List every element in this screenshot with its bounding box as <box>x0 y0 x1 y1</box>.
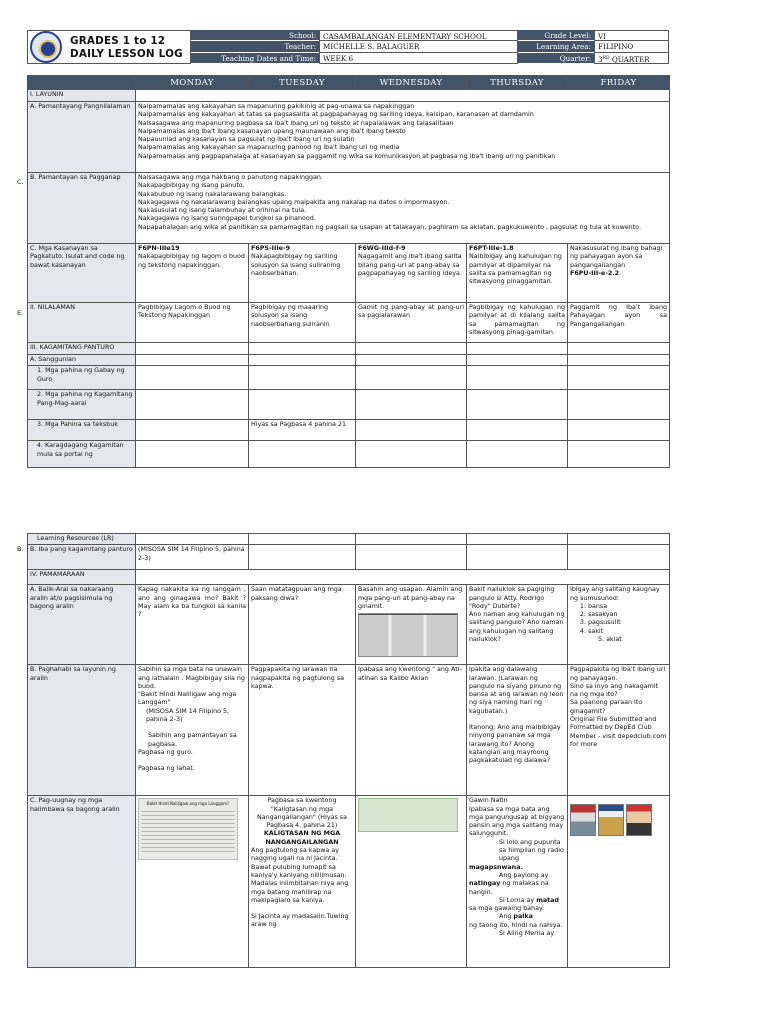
empty-cell <box>136 366 249 390</box>
paghahabi-wednesday: Ipabasa ang kwentong " ang Ati-atihan sa Kalibo Aklan <box>356 665 467 796</box>
pamantayang-label: A. Pamantayang Pangnilalaman <box>28 102 136 173</box>
comic-dialogue-image <box>358 613 458 657</box>
sentence: Ang <box>499 913 512 921</box>
title-line-1: GRADES 1 to 12 <box>70 35 166 47</box>
portal-label: 4. Karagdagang Kagamitan mula sa portal ng <box>28 441 136 468</box>
day-header-monday: MONDAY <box>136 76 249 90</box>
empty-cell <box>356 420 467 441</box>
day-header-tuesday: TUESDAY <box>249 76 356 90</box>
kasanayan-thursday <box>467 244 568 303</box>
empty-cell <box>136 355 249 366</box>
sentence: ng taong ito, hindi na nahiya. <box>469 921 563 929</box>
sentence: ng malakas na hangin. <box>469 880 549 896</box>
empty-cell <box>356 534 467 545</box>
pagganap-line: Nakapagbibigay ng isang panuto. <box>138 182 245 190</box>
paghahabi-text: Pagbasa ng lahat. <box>138 765 195 773</box>
newspaper-image <box>570 804 596 836</box>
story-text: Ang pagtulong sa kapwa ay nagging ugali na ni Jacinta. Bawat pulubing lumapit sa kaniya'y kaniyang nililimusan. Madalas iniimbitahan niya ang mga batang mahilirap na makipaglaro sa kaniya. <box>251 847 349 904</box>
empty-cell <box>568 441 670 468</box>
school-info <box>191 30 518 64</box>
competency-text: Nagagamit ang iba't ibang salita bilang pang-uri at pang-abay sa pagpapahayag ng sariling ideya. <box>358 253 462 277</box>
lesson-log-header <box>27 30 669 64</box>
empty-cell <box>467 343 568 355</box>
pagganap-line: Nakagagawa ng nakalarawang balangkas upang maipakita ang nakalap na datos o impormasyon. <box>138 198 450 206</box>
kagamitan-label: III. KAGAMITANG PANTURO <box>28 343 136 355</box>
empty-cell <box>136 441 249 468</box>
kasanayan-wednesday <box>356 244 467 303</box>
competency-code: F6PT-IIIe-1.8 <box>469 245 514 252</box>
paghahabi-text: "Bakit Hindi Naliligaw ang mga Langgam" <box>138 691 237 707</box>
title-box <box>27 30 191 64</box>
paguugnay-text: "Kaligtasan ng mga Nangangailangan" (Hiyas sa Pagbasa 4, pahina 21) <box>257 805 347 830</box>
pamamaraan-label: IV. PAMAMARAAN <box>28 570 136 585</box>
pamantayang-line: Naipamamalas ang kakayahan sa mapanuring panood ng iba't ibang uri ng media <box>138 144 400 152</box>
balik-monday: Kapag nakakita ka ng langgam , ano ang ginagawa mo? Bakit ? May alam ka ba tungkol sa kanila ? <box>136 585 249 665</box>
competency-text: Nakapagbibigay ng lagom o buod ng tekstong napakinggan. <box>138 253 245 269</box>
area-label: Learning Area: <box>518 41 594 52</box>
paghahabi-text: Sabihin ang pamantayan sa pagbasa. <box>148 732 237 748</box>
pamantayang-line: Naipamamalas ang kakayahan sa mapanuring pakikinig at pag-unawa sa napakinggan <box>138 103 415 110</box>
empty-cell <box>467 420 568 441</box>
gabay-label: 1. Mga pahina ng Gabay ng Guro <box>28 366 136 390</box>
pagganap-content <box>136 173 670 244</box>
empty-cell <box>467 366 568 390</box>
paghahabi-text: (MISOSA SIM 14 Filipino 5, pahina 2-3) <box>146 707 230 724</box>
underlined-word: palka <box>513 913 533 921</box>
empty-cell <box>249 390 356 420</box>
empty-cell <box>568 343 670 355</box>
empty-cell <box>568 366 670 390</box>
story-title: KALIGTASAN NG MGA NANGANGAILANGAN <box>263 830 341 846</box>
empty-cell <box>568 545 670 570</box>
nilalaman-label: II. NILALAMAN <box>28 303 136 343</box>
depedclub-note: Original File Submitted and Formatted by DepEd Club Member - visit depedclub.com for more <box>570 716 667 748</box>
empty-cell <box>467 534 568 545</box>
sentence: sa mga gawaing bahay. <box>469 905 544 913</box>
pamamaraan-row <box>136 570 670 585</box>
paghahabi-text: Pagbasa ng guro. <box>138 748 193 756</box>
layunin-label: I. LAYUNIN <box>28 90 136 102</box>
teacher-label: Teacher: <box>191 41 319 52</box>
competency-text: Naibibigay ang kahulugan ng pamilyar at dipamilyar na salita sa pamamagitan ng sitwasyong pinaggamitan. <box>469 253 562 286</box>
balik-wednesday-text: Basahin ang usapan. Alamin ang mga pang-uri at pang-abay na ginamit. <box>358 586 463 610</box>
quarter-value <box>594 53 669 64</box>
competency-text: Nakapagbibigay ng sariling solusyon sa isang suliraning naobserbahan. <box>251 253 341 277</box>
story-text: Si Jacinta ay madasalin.Tuwing araw ng <box>251 913 349 929</box>
list-item: 2. sasakyan <box>588 611 667 619</box>
pamantayang-line: Naipamamalas ang pagpapahalaga at kasanayan sa paggamit ng wika sa komunikasyon at pagbasa ng iba't ibang uri ng panitikan <box>138 152 556 160</box>
teksbuk-tuesday: Hiyas sa Pagbasa 4 pahina 21 <box>249 420 356 441</box>
deped-seal-icon <box>30 31 62 63</box>
empty-cell <box>136 420 249 441</box>
sentence: Si lolo ang pupunta sa himpilan ng radio upang <box>499 838 564 863</box>
iba-label: B. Iba pang kagamitang panturo <box>28 545 136 570</box>
balik-wednesday <box>356 585 467 665</box>
kasanayan-friday <box>568 244 670 303</box>
paguugnay-tuesday <box>249 796 356 968</box>
sentence: Si Aling Merna ay <box>499 930 555 938</box>
teacher-value: MICHELLE S. BALAGUER <box>319 41 518 52</box>
competency-text: Nakasusulat ng ibang bahagi ng pahayagan ayon sa pangangailangan <box>570 245 663 269</box>
balik-friday-intro: Ibigay ang salitang kaugnay ng sumusunod: <box>570 586 660 602</box>
nilalaman-monday: Pagbibigay Lagom o Buod ng Tekstong Napakinggan <box>136 303 249 343</box>
newspaper-image <box>598 804 624 836</box>
underlined-word: matad <box>536 896 559 904</box>
day-header-thursday: THURSDAY <box>467 76 568 90</box>
underlined-word: magapsnwana. <box>469 863 523 871</box>
ati-atihan-article-image <box>358 798 458 832</box>
sentence: Ang payiong ay <box>499 871 549 879</box>
paguugnay-text: Ipabasa sa mga bata ang mga pangungusap at bigyang pansin ang mga salitang may salungguhit. <box>469 805 565 838</box>
paguugnay-label: C. Pag-uugnay ng mga halimbawa sa bagong aralin <box>28 796 136 968</box>
paghahabi-text: Itanong: Ano ang maibibigay ninyong pananaw sa mga larawang ito? Anong katangian ang mayroong pagkakatulad ng dalawa? <box>469 724 561 765</box>
story-page-text-lines <box>141 808 235 852</box>
empty-cell <box>249 545 356 570</box>
paghahabi-label: B. Paghahabi sa layunin ng aralin <box>28 665 136 796</box>
title-line-2: DAILY LESSON LOG <box>70 48 183 60</box>
lesson-table-2 <box>27 533 670 968</box>
empty-cell <box>568 355 670 366</box>
story-page-image <box>138 798 238 860</box>
empty-cell <box>467 441 568 468</box>
paguugnay-text: Pagbasa sa kwentong <box>267 797 337 805</box>
empty-cell <box>249 355 356 366</box>
dates-label: Teaching Dates and Time: <box>191 53 319 64</box>
pamantayang-line: Naipamamalas ang iba't ibang kasanayan upang maunawaan ang iba't ibang teksto <box>138 127 406 135</box>
pagganap-label: B. Pamantayan sa Pagganap <box>28 173 136 244</box>
paguugnay-monday <box>136 796 249 968</box>
empty-cell <box>136 534 249 545</box>
nilalaman-thursday: Pagbibigay ng kahulugan ng pamilyar at di kilalang salita sa pamamagitan ng sitwasyong pinag-gamitan. <box>467 303 568 343</box>
sanggunian-label: A. Sanggunian <box>28 355 136 366</box>
competency-code: F6PU-III-e-2.2 <box>570 269 620 277</box>
paghahabi-friday <box>568 665 670 796</box>
lr-label: Learning Resources (LR) <box>28 534 136 545</box>
layunin-row <box>136 90 670 102</box>
kasanayan-monday <box>136 244 249 303</box>
pamantayang-line: Naisasagawa ang mapanuring pagbasa sa iba't ibang uri ng teksto at napalalawak ang talasalitaan <box>138 119 454 127</box>
empty-cell <box>356 390 467 420</box>
school-label: School: <box>191 30 319 41</box>
empty-cell <box>356 355 467 366</box>
list-item: 3. pagsusulit <box>588 619 667 627</box>
pagganap-line: Nakabubuo ng isang nakalarawang balangkas. <box>138 190 287 198</box>
balik-friday <box>568 585 670 665</box>
kasanayan-tuesday <box>249 244 356 303</box>
kagamitang-label: 2. Mga pahina ng Kagamitang Pang-Mag-aaral <box>28 390 136 420</box>
paghahabi-text: Ipakita ang dalawang larawan. (Larawan ng pangulo na siyang pinuno ng bansa at ang larawan ng leon ng siya naming hari ng kagubatan.) <box>469 666 564 715</box>
day-header-friday: FRIDAY <box>568 76 670 90</box>
empty-cell <box>356 545 467 570</box>
paghahabi-text: Sabihin sa mga bata na unawain ang lathalain . Magbibigay sila ng buod. <box>138 666 245 690</box>
pagganap-line: Napapahalagan ang wika at panitikan sa pamamagitan ng pagsali sa usapan at talakayan, paghiram sa aklatan, pagkukuwento , pagsulat ng tula at kuwento. <box>138 223 641 231</box>
pamantayang-content <box>136 102 670 173</box>
list-item: 5. aklat <box>598 636 622 644</box>
empty-cell <box>249 534 356 545</box>
margin-letter-e: E. <box>17 309 24 317</box>
story-page-title: Bakit Hindi Naliligaw ang mga Langgam? <box>146 801 230 807</box>
paguugnay-thursday <box>467 796 568 968</box>
paguugnay-friday <box>568 796 670 968</box>
quarter-label: Quarter: <box>518 53 594 64</box>
lesson-table-1 <box>27 75 670 468</box>
school-value: CASAMBALANGAN ELEMENTARY SCHOOL <box>319 30 518 41</box>
empty-cell <box>356 366 467 390</box>
empty-cell <box>467 545 568 570</box>
paguugnay-text: Gawin Natin <box>469 797 508 805</box>
quarter-number: 3 <box>598 54 603 64</box>
empty-cell <box>249 343 356 355</box>
empty-cell <box>467 355 568 366</box>
list-item: 1. bansa <box>588 603 667 611</box>
empty-cell <box>249 366 356 390</box>
paghahabi-thursday <box>467 665 568 796</box>
nilalaman-tuesday: Pagbibigay ng maaaring solusyon sa isang naobserbahang suliranin <box>249 303 356 343</box>
newspaper-images <box>570 804 667 839</box>
grade-label: Grade Level: <box>518 30 594 41</box>
underlined-word: natingay <box>469 880 501 888</box>
balik-tuesday: Saan matatagpuan ang mga paksang diwa? <box>249 585 356 665</box>
balik-label: A. Balik-Aral sa nakaraang aralin at/o pagsisimula ng bagong aralin <box>28 585 136 665</box>
paghahabi-monday <box>136 665 249 796</box>
empty-cell <box>568 534 670 545</box>
margin-letter-b: B. <box>17 545 24 553</box>
empty-cell <box>568 420 670 441</box>
empty-cell <box>467 390 568 420</box>
pamantayang-line: Napauunlad ang kasanayan sa pagsulat ng iba't ibang uri ng sulatin <box>138 136 355 144</box>
list-item: 4. sakit <box>588 628 667 636</box>
paghahabi-text: Sa paanong paraan ito ginagamit? <box>570 699 643 715</box>
day-header-wednesday: WEDNESDAY <box>356 76 467 90</box>
kasanayan-label: C. Mga Kasanayan sa Pagkatuto. Isulat and code ng bawat kasanayan <box>28 244 136 303</box>
competency-code: F6WG-IIId-f-9 <box>358 245 406 252</box>
paghahabi-text: Pagpapakita ng iba't ibang uri ng pahayagan. <box>570 666 666 682</box>
competency-code: F6PN-IIIe19 <box>138 245 180 252</box>
empty-cell <box>356 343 467 355</box>
area-value: FILIPINO <box>594 41 669 52</box>
teksbuk-label: 3. Mga Pahina sa teksbuk <box>28 420 136 441</box>
competency-code: F6PS-IIIe-9 <box>251 245 291 252</box>
pagganap-line: Nakasusulat ng isang talambuhay at orihinal na tula. <box>138 207 307 215</box>
corner-cell <box>28 76 136 90</box>
pagganap-line: Nakagagawa ng isang suringpapel tungkol sa pinanood. <box>138 215 316 223</box>
paghahabi-tuesday: Pagpapakita ng larawan na nagpapakita ng pagtulong sa kapwa. <box>249 665 356 796</box>
empty-cell <box>249 441 356 468</box>
iba-monday: (MISOSA SIM 14 Filipino 5, pahina 2-3) <box>136 545 249 570</box>
grade-info <box>518 30 669 64</box>
empty-cell <box>136 343 249 355</box>
pagganap-line: Naisasagawa ang mga hakbang o panutong napakinggan. <box>138 174 323 181</box>
dates-value: WEEK 6 <box>319 53 518 64</box>
grade-value: VI <box>594 30 669 41</box>
balik-thursday: Bakit nailuklok sa pagiging pangulo si Atty. Rodrigo "Rody" Duterte? Ano naman ang kahulugan ng salitang pangulo? Ano naman ang kahulugan ng salitang nailuklok? <box>467 585 568 665</box>
newspaper-image <box>626 804 652 836</box>
quarter-suffix: RD <box>602 55 610 61</box>
empty-cell <box>356 441 467 468</box>
empty-cell <box>568 390 670 420</box>
nilalaman-friday: Paggamit ng Iba't ibang Pahayagan ayon sa Pangangailangan <box>568 303 670 343</box>
sentence: Si Lorna ay <box>499 896 535 904</box>
empty-cell <box>136 390 249 420</box>
margin-letter-c: C. <box>17 178 24 186</box>
paguugnay-wednesday <box>356 796 467 968</box>
quarter-word: QUARTER <box>611 54 650 64</box>
nilalaman-wednesday: Gamit ng pang-abay at pang-uri sa paglalarawan <box>356 303 467 343</box>
paghahabi-text: Sino sa inyo ang nakagamit na ng mga ito? <box>570 682 659 699</box>
pamantayang-line: Naipamamalas ang kakayahan at tatas sa pagsasalita at pagpapahayag ng sariling ideya, kaisipan, karanasan at damdamin <box>138 111 534 119</box>
